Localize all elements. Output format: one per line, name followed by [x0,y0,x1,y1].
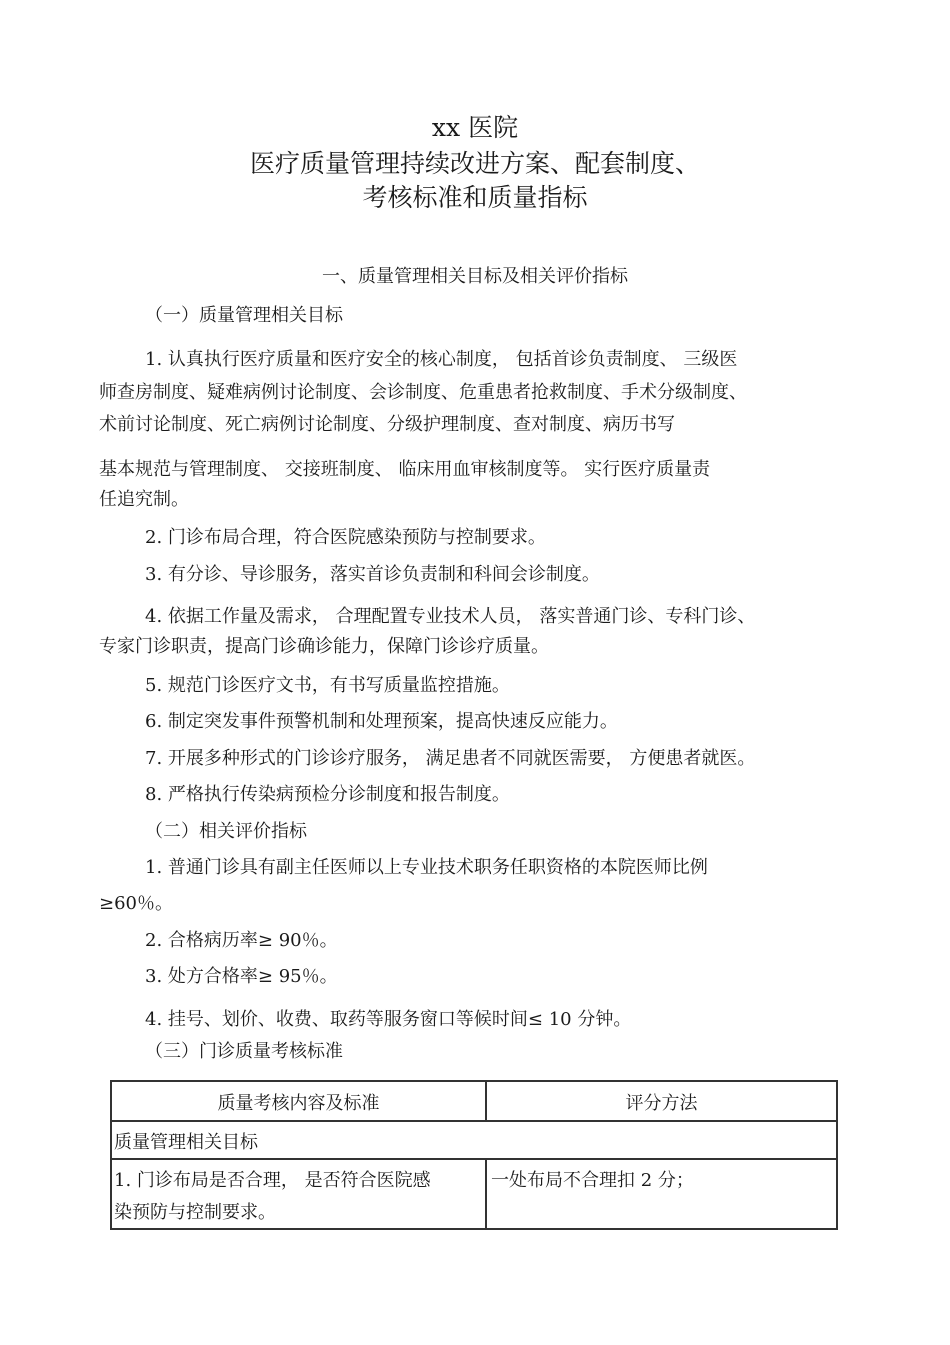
goal-item-1-line3: 术前讨论制度、死亡病例讨论制度、分级护理制度、查对制度、病历书写 [99,414,675,435]
subheading-standards: （三）门诊质量考核标准 [145,1041,343,1062]
goal-item-8: 8. 严格执行传染病预检分诊制度和报告制度。 [145,784,510,805]
indicator-1-line2: ≥60％。 [99,893,173,914]
indicator-3: 3. 处方合格率≥ 95％。 [145,966,338,987]
goal-item-4-line2: 专家门诊职责，提高门诊确诊能力，保障门诊诊疗质量。 [99,636,549,657]
goal-item-2: 2. 门诊布局合理，符合医院感染预防与控制要求。 [145,527,546,548]
goal-item-5: 5. 规范门诊医疗文书，有书写质量监控措施。 [145,675,510,696]
group-label: 质量管理相关目标 [114,1132,258,1153]
column-divider [485,1082,487,1122]
scoring-text: 一处布局不合理扣 2 分； [491,1170,694,1191]
goal-item-3: 3. 有分诊、导诊服务，落实首诊负责制和科间会诊制度。 [145,564,600,585]
column-divider [485,1160,487,1228]
section-heading: 一、质量管理相关目标及相关评价指标 [322,266,628,287]
indicator-2: 2. 合格病历率≥ 90％。 [145,930,338,951]
column-header-content: 质量考核内容及标准 [217,1093,380,1114]
indicator-4: 4. 挂号、划价、收费、取药等服务窗口等候时间≤ 10 分钟。 [145,1009,632,1030]
goal-item-1-line5: 任追究制。 [99,489,189,510]
table-row [112,1160,836,1228]
criteria-text-line1: 1. 门诊布局是否合理， 是否符合医院感 [114,1170,431,1191]
goal-item-1-line4: 基本规范与管理制度、 交接班制度、 临床用血审核制度等。 实行医疗质量责 [99,459,711,480]
subheading-indicators: （二）相关评价指标 [145,821,307,842]
hospital-name: xx 医院 [431,113,519,142]
column-header-scoring: 评分方法 [625,1093,698,1114]
goal-item-6: 6. 制定突发事件预警机制和处理预案，提高快速反应能力。 [145,711,618,732]
goal-item-1-line2: 师查房制度、疑难病例讨论制度、会诊制度、危重患者抢救制度、手术分级制度、 [99,382,747,403]
table-group-row [112,1122,836,1160]
goal-item-4-line1: 4. 依据工作量及需求， 合理配置专业技术人员， 落实普通门诊、专科门诊、 [145,606,756,627]
document-title-line1: 医疗质量管理持续改进方案、配套制度、 [249,149,700,178]
indicator-1-line1: 1. 普通门诊具有副主任医师以上专业技术职务任职资格的本院医师比例 [145,857,708,878]
goal-item-7: 7. 开展多种形式的门诊诊疗服务， 满足患者不同就医需要， 方便患者就医。 [145,748,756,769]
criteria-text-line2: 染预防与控制要求。 [114,1202,276,1223]
subheading-goals: （一）质量管理相关目标 [145,305,343,326]
document-title-line2: 考核标准和质量指标 [362,183,588,212]
table-header-row [112,1082,836,1122]
goal-item-1-line1: 1. 认真执行医疗质量和医疗安全的核心制度， 包括首诊负责制度、 三级医 [145,349,738,370]
assessment-table [110,1080,838,1230]
